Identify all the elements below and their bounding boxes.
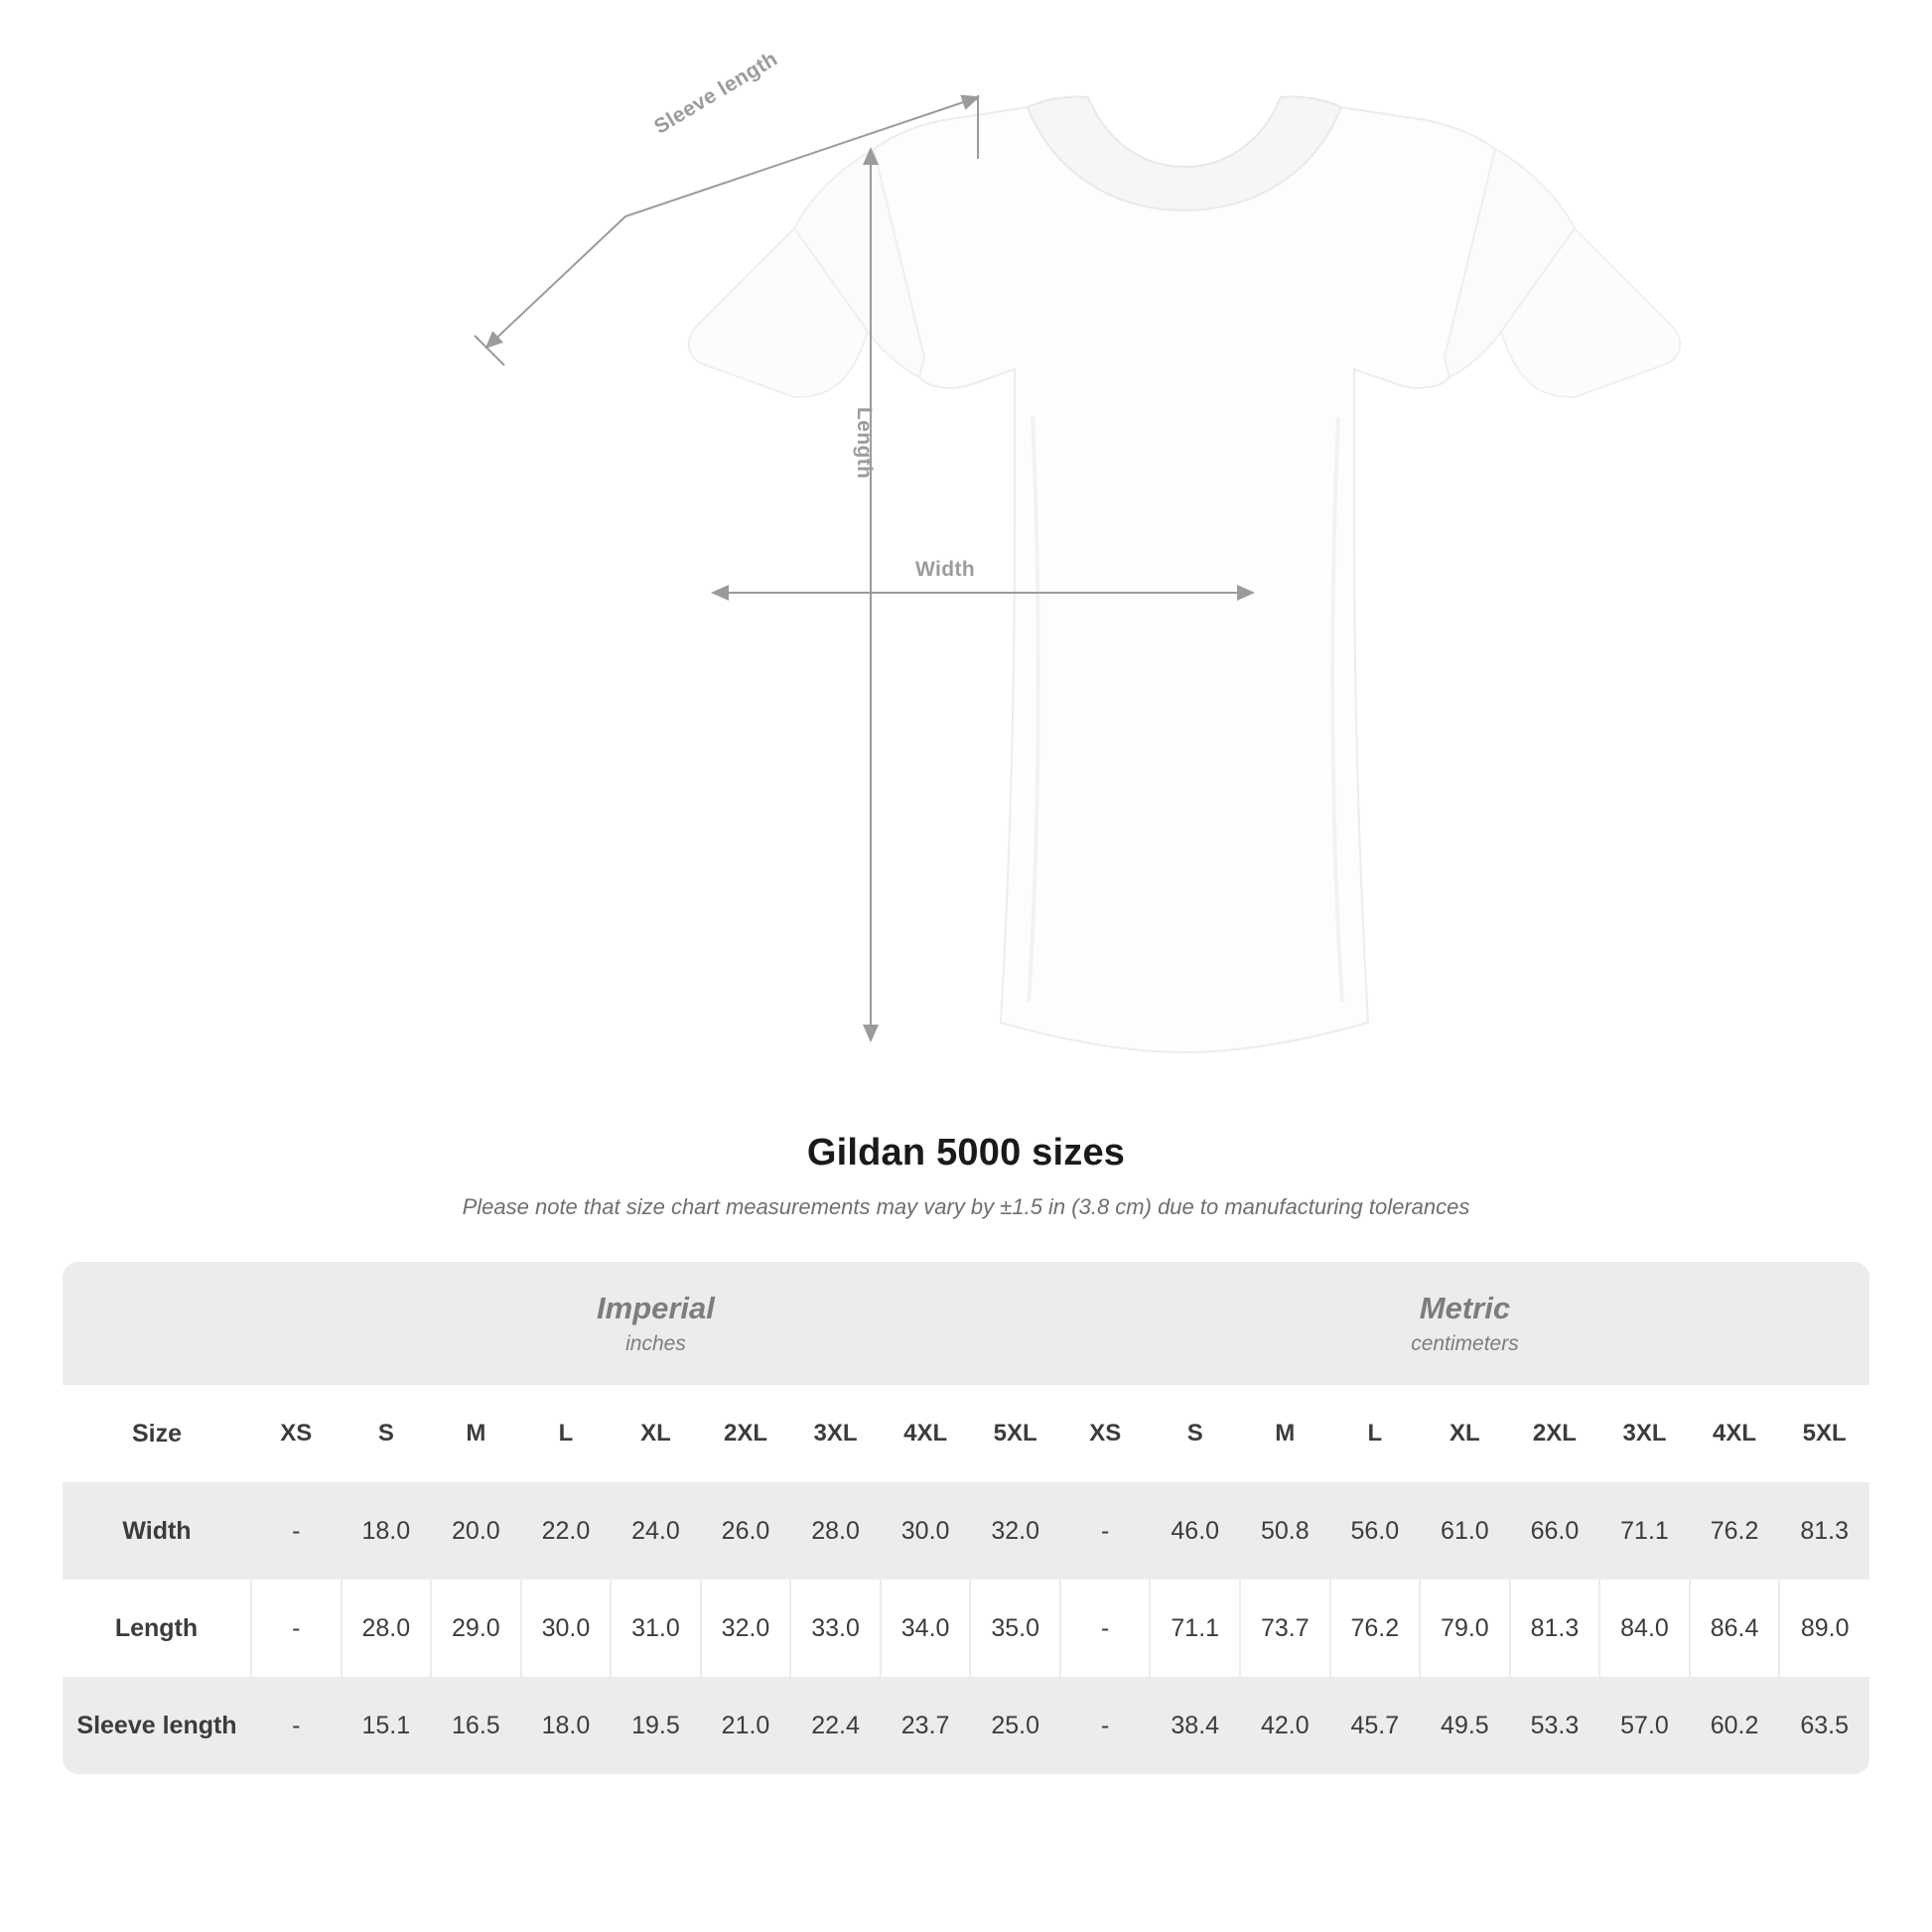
cell-sleeve-metric-7: 60.2 (1690, 1677, 1780, 1774)
tolerance-note: Please note that size chart measurements may vary by ±1.5 in (3.8 cm) due to manufacturing tolerances (462, 1194, 1470, 1219)
cell-width-metric-7: 76.2 (1690, 1482, 1780, 1580)
header-size-metric-2: M (1240, 1385, 1330, 1482)
header-size-imperial-3: L (521, 1385, 612, 1482)
unit-imperial (251, 1262, 1060, 1385)
unit-metric (1060, 1262, 1869, 1385)
cell-width-metric-8: 81.3 (1779, 1482, 1869, 1580)
unit-metric-sub: centimeters (1411, 1331, 1519, 1355)
cell-length-metric-1: 71.1 (1150, 1580, 1240, 1677)
cell-width-metric-3: 56.0 (1330, 1482, 1421, 1580)
cell-width-imperial-7: 30.0 (881, 1482, 971, 1580)
cell-width-metric-0: - (1060, 1482, 1151, 1580)
cell-length-metric-5: 81.3 (1510, 1580, 1600, 1677)
label-width: Width (915, 558, 976, 581)
cell-sleeve-imperial-7: 23.7 (881, 1677, 971, 1774)
header-size-metric-6: 3XL (1599, 1385, 1690, 1482)
size-header-row (63, 1385, 1869, 1482)
cell-sleeve-metric-1: 38.4 (1150, 1677, 1240, 1774)
table-row (63, 1677, 1869, 1774)
table-row (63, 1580, 1869, 1677)
cell-width-imperial-6: 28.0 (790, 1482, 881, 1580)
cell-width-imperial-0: - (251, 1482, 342, 1580)
cell-length-metric-6: 84.0 (1599, 1580, 1690, 1677)
row-label-length: Length (63, 1580, 251, 1677)
cell-sleeve-imperial-5: 21.0 (701, 1677, 791, 1774)
row-label-width: Width (63, 1482, 251, 1580)
cell-sleeve-imperial-6: 22.4 (790, 1677, 881, 1774)
cell-sleeve-imperial-1: 15.1 (342, 1677, 432, 1774)
size-table-container (63, 1262, 1869, 1774)
header-size-imperial-0: XS (251, 1385, 342, 1482)
cell-sleeve-imperial-3: 18.0 (521, 1677, 612, 1774)
header-size-imperial-8: 5XL (970, 1385, 1060, 1482)
cell-width-imperial-2: 20.0 (431, 1482, 521, 1580)
header-size-metric-4: XL (1420, 1385, 1510, 1482)
page-title: Gildan 5000 sizes (806, 1132, 1126, 1173)
unit-imperial-sub: inches (625, 1331, 686, 1355)
cell-width-metric-6: 71.1 (1599, 1482, 1690, 1580)
cell-width-metric-2: 50.8 (1240, 1482, 1330, 1580)
cell-length-metric-8: 89.0 (1779, 1580, 1869, 1677)
cell-width-imperial-4: 24.0 (611, 1482, 701, 1580)
cell-sleeve-metric-2: 42.0 (1240, 1677, 1330, 1774)
cell-length-imperial-2: 29.0 (431, 1580, 521, 1677)
label-sleeve-length: Sleeve length (650, 47, 782, 139)
header-size-imperial-1: S (342, 1385, 432, 1482)
cell-width-imperial-8: 32.0 (970, 1482, 1060, 1580)
cell-width-imperial-3: 22.0 (521, 1482, 612, 1580)
cell-length-metric-3: 76.2 (1330, 1580, 1421, 1677)
cell-length-imperial-6: 33.0 (790, 1580, 881, 1677)
header-size-metric-1: S (1150, 1385, 1240, 1482)
cell-sleeve-imperial-4: 19.5 (611, 1677, 701, 1774)
cell-sleeve-imperial-2: 16.5 (431, 1677, 521, 1774)
header-size-metric-0: XS (1060, 1385, 1151, 1482)
size-table (63, 1262, 1869, 1774)
cell-width-metric-1: 46.0 (1150, 1482, 1240, 1580)
cell-length-metric-2: 73.7 (1240, 1580, 1330, 1677)
cell-width-imperial-5: 26.0 (701, 1482, 791, 1580)
cell-width-metric-4: 61.0 (1420, 1482, 1510, 1580)
cell-length-metric-7: 86.4 (1690, 1580, 1780, 1677)
row-label-sleeve-length: Sleeve length (63, 1677, 251, 1774)
cell-sleeve-metric-4: 49.5 (1420, 1677, 1510, 1774)
cell-sleeve-imperial-0: - (251, 1677, 342, 1774)
unit-header-row (63, 1262, 1869, 1385)
header-size-imperial-6: 3XL (790, 1385, 881, 1482)
unit-metric-name: Metric (1419, 1291, 1511, 1326)
header-size-label: Size (63, 1385, 251, 1482)
cell-width-metric-5: 66.0 (1510, 1482, 1600, 1580)
header-size-imperial-7: 4XL (881, 1385, 971, 1482)
cell-length-imperial-8: 35.0 (970, 1580, 1060, 1677)
table-row (63, 1482, 1869, 1580)
cell-length-imperial-3: 30.0 (521, 1580, 612, 1677)
header-size-imperial-4: XL (611, 1385, 701, 1482)
header-size-metric-7: 4XL (1690, 1385, 1780, 1482)
cell-sleeve-metric-3: 45.7 (1330, 1677, 1421, 1774)
header-size-imperial-2: M (431, 1385, 521, 1482)
cell-width-imperial-1: 18.0 (342, 1482, 432, 1580)
label-length: Length (853, 407, 876, 480)
cell-length-imperial-5: 32.0 (701, 1580, 791, 1677)
cell-length-imperial-0: - (251, 1580, 342, 1677)
unit-spacer (63, 1262, 251, 1385)
cell-sleeve-metric-6: 57.0 (1599, 1677, 1690, 1774)
header-size-metric-3: L (1330, 1385, 1421, 1482)
cell-sleeve-imperial-8: 25.0 (970, 1677, 1060, 1774)
cell-sleeve-metric-5: 53.3 (1510, 1677, 1600, 1774)
header-size-metric-8: 5XL (1779, 1385, 1869, 1482)
cell-length-imperial-1: 28.0 (342, 1580, 432, 1677)
cell-length-imperial-4: 31.0 (611, 1580, 701, 1677)
header-size-imperial-5: 2XL (701, 1385, 791, 1482)
cell-length-imperial-7: 34.0 (881, 1580, 971, 1677)
cell-length-metric-0: - (1060, 1580, 1151, 1677)
unit-imperial-name: Imperial (597, 1291, 715, 1326)
chart-heading-block (0, 1132, 1932, 1220)
cell-sleeve-metric-8: 63.5 (1779, 1677, 1869, 1774)
header-size-metric-5: 2XL (1510, 1385, 1600, 1482)
cell-length-metric-4: 79.0 (1420, 1580, 1510, 1677)
cell-sleeve-metric-0: - (1060, 1677, 1151, 1774)
